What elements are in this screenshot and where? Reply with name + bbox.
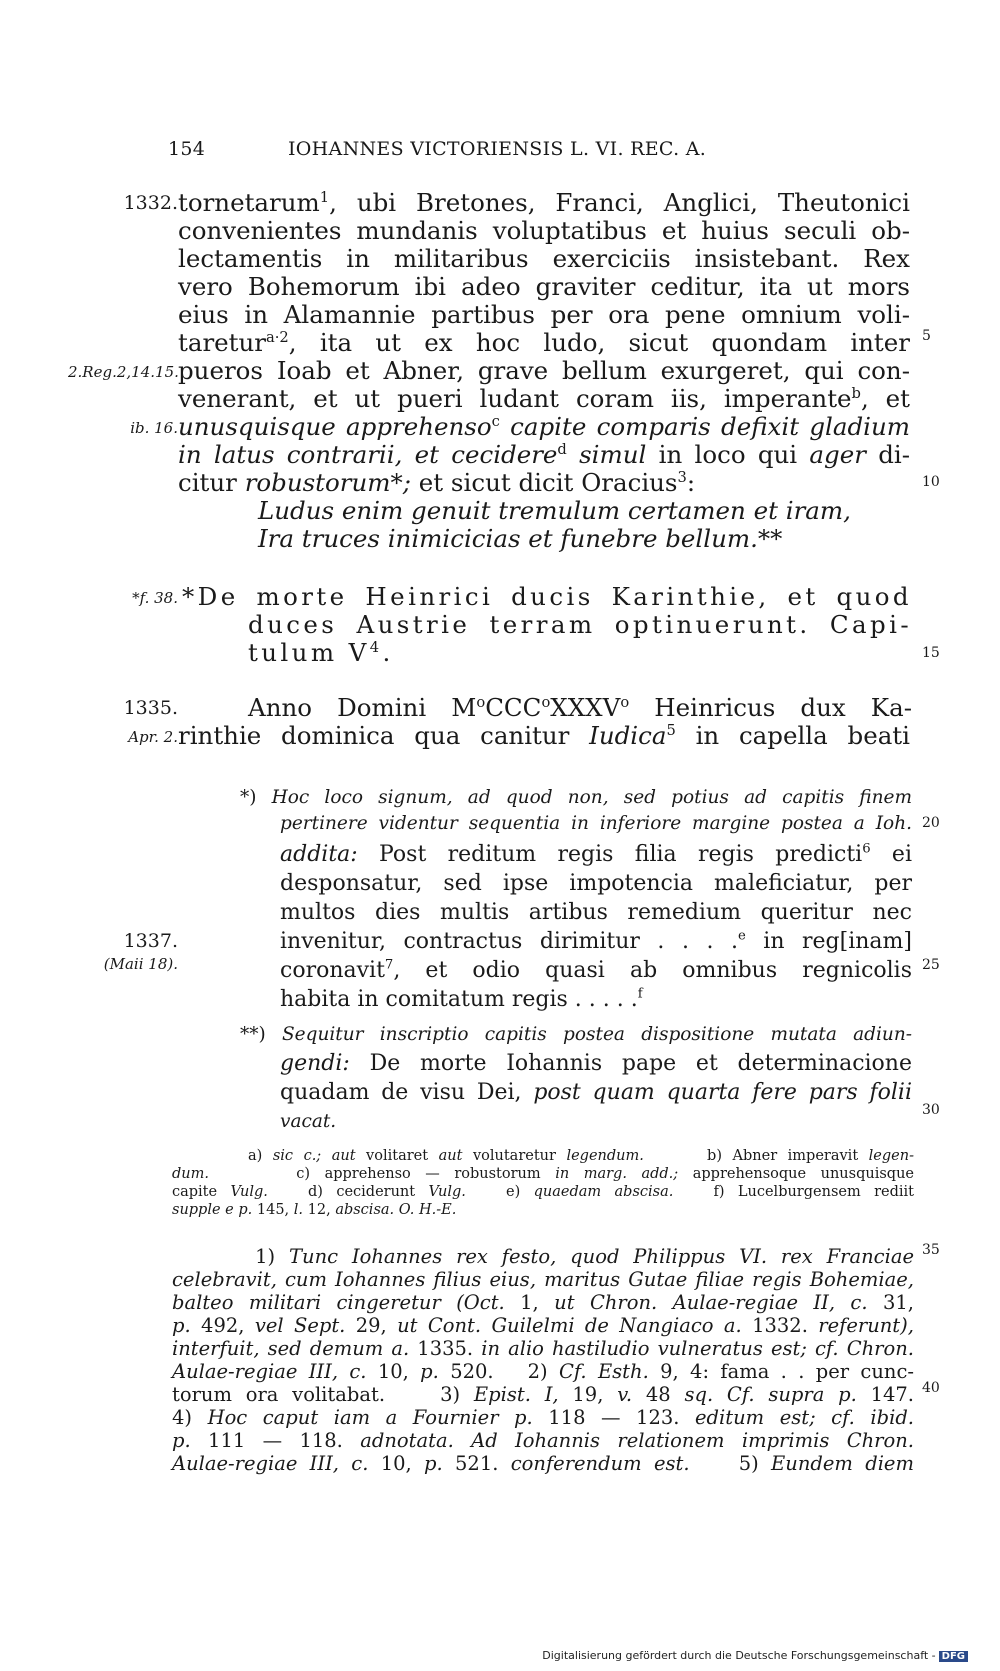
note-line: desponsatur, sed ipse impotencia maleficiatur, per <box>280 871 912 896</box>
text-line: tornetarum$^1$, ubi Bretones, Franci, Anglici, Theutonici <box>178 188 910 217</box>
margin-date: Apr. 2. <box>128 728 178 746</box>
chapter-heading: *De morte Heinrici ducis Karinthie, et quod <box>182 582 912 611</box>
text-line: unusquisque apprehenso$^c$ capite comparis defixit gladium <box>178 412 910 441</box>
text-line: Anno Domini $M^oCCC^oXXXV^o$ Heinricus dux Ka- <box>248 693 912 722</box>
source-line: 1) Tunc Iohannes rex festo, quod Philippus VI. rex Franciae <box>172 1245 914 1268</box>
source-line: Aulae-regiae III, c. 10, p. 520. 2) Cf. Esth. 9, 4: fama . . per cunc- <box>172 1360 914 1383</box>
line-number: 35 <box>922 1242 940 1258</box>
variant-line: capite Vulg. d) ceciderunt Vulg. e) quaedam abscisa. f) Lucelburgensem rediit <box>172 1184 914 1200</box>
text-line: convenientes mundanis voluptatibus et huius seculi ob- <box>178 216 910 245</box>
note-line: invenitur, contractus dirimitur . . . .$^e$ in reg[inam] <box>280 928 912 954</box>
source-line: balteo militari cingeretur (Oct. 1, ut Chron. Aulae-regiae II, c. 31, <box>172 1291 914 1314</box>
text-line: rinthie dominica qua canitur Iudica$^5$ in capella beati <box>178 721 910 750</box>
variant-line: a) sic c.; aut volitaret aut volutaretur legendum. b) Abner imperavit legen- <box>248 1148 914 1164</box>
variant-line: dum. c) apprehenso — robustorum in marg. add.; apprehensoque unusquisque <box>172 1166 914 1182</box>
page-number: 154 <box>168 138 206 160</box>
margin-year: 1337. <box>123 930 178 952</box>
margin-reference: ib. 16. <box>130 419 178 437</box>
line-number: 25 <box>922 957 940 973</box>
text-line: venerant, et ut pueri ludant coram iis, imperante$^b$, et <box>178 384 911 413</box>
note-line: vacat. <box>280 1111 337 1132</box>
chapter-heading: tulum $V^4$. <box>248 638 394 667</box>
source-line: p. 492, vel Sept. 29, ut Cont. Guilelmi de Nangiaco a. 1332. referunt), <box>172 1314 914 1337</box>
verse-line: Ludus enim genuit tremulum certamen et iram, <box>258 496 851 525</box>
margin-folio: *f. 38. <box>132 589 178 607</box>
source-line: p. 111 — 118. adnotata. Ad Iohannis relationem imprimis Chron. <box>172 1429 914 1452</box>
footer-text: Digitalisierung gefördert durch die Deutsche Forschungsgemeinschaft - <box>542 1649 936 1662</box>
margin-year: 1335. <box>123 697 178 719</box>
text-line: vero Bohemorum ibi adeo graviter ceditur, ita ut mors <box>178 272 910 301</box>
source-line: 4) Hoc caput iam a Fournier p. 118 — 123. editum est; cf. ibid. <box>172 1406 914 1429</box>
text-line: lectamentis in militaribus exerciciis insistebant. Rex <box>178 244 910 273</box>
source-line: interfuit, sed demum a. 1335. in alio hastiludio vulneratus est; cf. Chron. <box>172 1337 914 1360</box>
note-line: habita in comitatum regis . . . . .$^f$ <box>280 986 643 1012</box>
line-number: 5 <box>922 328 931 344</box>
text-line: taretur$^{a\cdot 2}$, ita ut ex hoc ludo, sicut quondam inter <box>178 328 910 357</box>
source-line: torum ora volitabat. 3) Epist. I, 19, v. 48 sq. Cf. supra p. 147. <box>172 1383 915 1406</box>
note-line: *) Hoc loco signum, ad quod non, sed potius ad capitis finem <box>240 787 913 808</box>
line-number: 20 <box>922 815 940 831</box>
text-line: in latus contrarii, et cecidere$^d$ simul in loco qui ager di- <box>178 440 911 469</box>
note-line: quadam de visu Dei, post quam quarta fere pars folii <box>280 1080 912 1105</box>
note-line: **) Sequitur inscriptio capitis postea dispositione mutata adiun- <box>240 1024 912 1045</box>
text-line: pueros Ioab et Abner, grave bellum exurgeret, qui con- <box>178 356 910 385</box>
source-line: celebravit, cum Iohannes filius eius, maritus Gutae filiae regis Bohemiae, <box>172 1268 914 1291</box>
running-title: IOHANNES VICTORIENSIS L. VI. REC. A. <box>288 138 707 160</box>
note-line: pertinere videntur sequentia in inferiore margine postea a Ioh. <box>280 813 912 834</box>
margin-date: (Maii 18). <box>103 955 178 973</box>
margin-reference: 2.Reg.2,14.15. <box>68 363 179 381</box>
text-line: citur robustorum*; et sicut dicit Oracius$^3$: <box>178 468 696 497</box>
line-number: 30 <box>922 1102 940 1118</box>
line-number: 15 <box>922 645 940 661</box>
verse-line: Ira truces inimicicias et funebre bellum.** <box>258 524 783 553</box>
note-line: addita: Post reditum regis filia regis predicti$^6$ ei <box>280 841 912 867</box>
margin-year: 1332. <box>123 192 178 214</box>
chapter-heading: duces Austrie terram optinuerunt. Capi- <box>248 610 912 639</box>
note-line: gendi: De morte Iohannis pape et determinacione <box>280 1051 912 1076</box>
note-line: multos dies multis artibus remedium queritur nec <box>280 900 912 925</box>
text-line: eius in Alamannie partibus per ora pene omnium voli- <box>178 300 910 329</box>
note-line: coronavit$^7$, et odio quasi ab omnibus regnicolis <box>280 957 912 983</box>
dfg-logo: DFG <box>939 1651 968 1662</box>
line-number: 40 <box>922 1380 940 1396</box>
source-line: Aulae-regiae III, c. 10, p. 521. conferendum est. 5) Eundem diem <box>172 1452 914 1475</box>
line-number: 10 <box>922 474 940 490</box>
variant-line: supple e p. 145, l. 12, abscisa. O. H.-E. <box>172 1202 457 1218</box>
digitization-footer <box>542 1649 968 1662</box>
